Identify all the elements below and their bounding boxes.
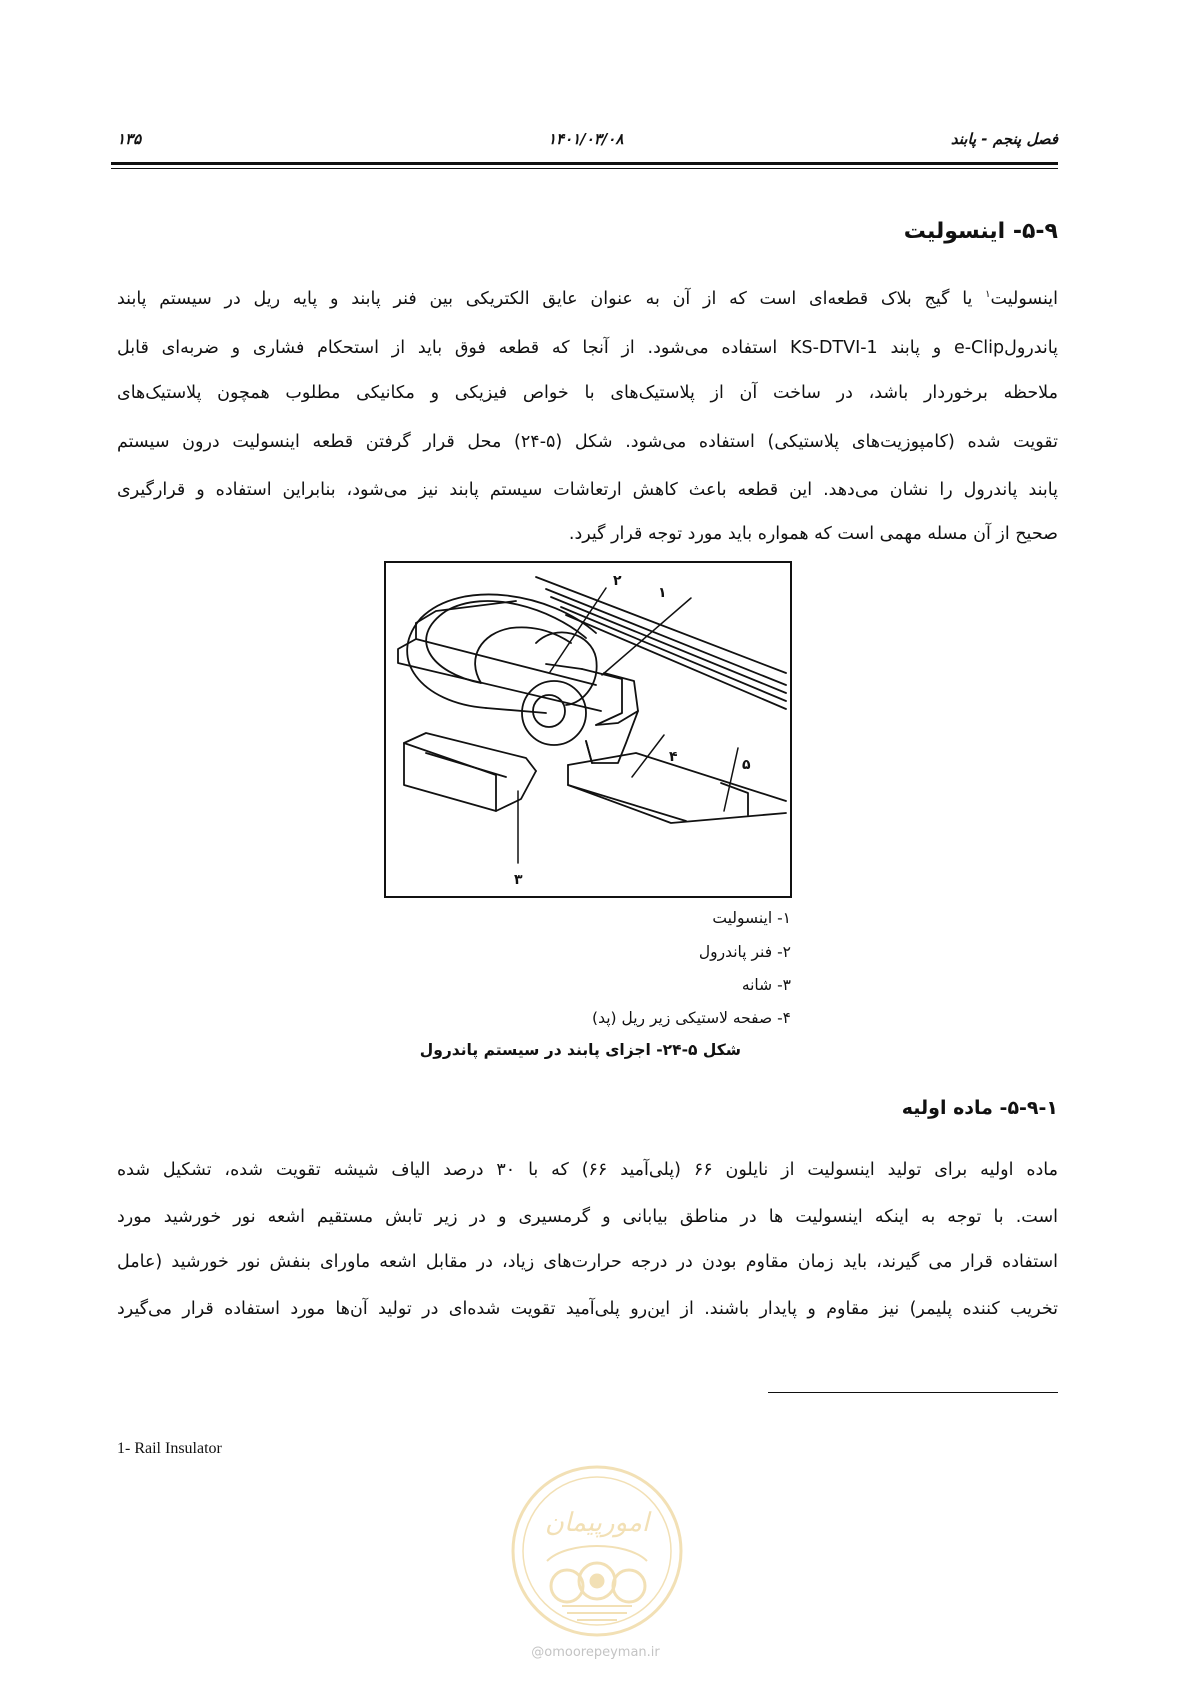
- figure-legend-item: ۱- اینسولیت: [712, 909, 791, 927]
- paragraph-line: پابند پاندرول را نشان می‌دهد. این قطعه باعث کاهش ارتعاشات سیستم پابند نیز می‌شود، بنابراین استفاده و قرارگیری: [117, 480, 1058, 500]
- figure-legend-item: ۴- صفحه لاستیکی زیر ریل (پد): [592, 1009, 791, 1027]
- running-header-date: ۱۴۰۱/۰۳/۰۸: [548, 130, 624, 148]
- figure-label-1: ۱: [658, 585, 667, 601]
- paragraph-line: ماده اولیه برای تولید اینسولیت از نایلون ۶۶ (پلی‌آمید ۶۶) که با ۳۰ درصد الیاف شیشه تقویت شده، تشکیل شده: [117, 1160, 1059, 1180]
- paragraph-line: [117, 282, 1058, 308]
- page-number: ۱۳۵: [117, 130, 142, 148]
- figure-label-5: ۵: [742, 757, 751, 773]
- paragraph-line: پاندرولe-Clip و پابند KS-DTVI-1 استفاده می‌شود. از آنجا که قطعه فوق باید از استحکام فشاری و ضربه‌ای قابل: [117, 338, 1058, 358]
- watermark-url: @omoorepeyman.ir: [531, 1645, 660, 1660]
- header-rule-thick: [111, 162, 1058, 165]
- gear-icon: [551, 1563, 645, 1602]
- figure-label-4: ۴: [669, 749, 678, 765]
- figure-label-3: ۳: [514, 872, 523, 888]
- pandrol-clip: [407, 594, 622, 745]
- figure-pandrol-fastening: [384, 561, 792, 898]
- paragraph-line: تقویت شده (کامپوزیت‌های پلاستیکی) استفاده می‌شود. شکل (۵-۲۴) محل قرار گرفتن قطعه اینسولیت درون سیستم: [117, 432, 1058, 452]
- footnote-rule: [768, 1392, 1058, 1393]
- watermark-logo: [507, 1461, 687, 1641]
- running-header-chapter: فصل پنجم - پابند: [950, 130, 1058, 148]
- figure-label-2: ۲: [613, 573, 622, 589]
- paragraph-line: صحیح از آن مسله مهمی است که همواره باید مورد توجه قرار گیرد.: [568, 524, 1058, 544]
- fastening-diagram: [386, 563, 790, 896]
- inline-term: اینسولیت: [990, 288, 1058, 309]
- section-title: ۵-۹- اینسولیت: [903, 219, 1058, 244]
- lower-shoulder: [404, 733, 536, 811]
- paragraph-line: است. با توجه به اینکه اینسولیت ها در مناطق بیابانی و گرمسیری و در زیر تابش مستقیم اشعه نور خورشید مورد: [117, 1207, 1058, 1227]
- watermark-logo-text: امورپیمان: [544, 1508, 650, 1538]
- footnote: 1- Rail Insulator: [117, 1440, 222, 1457]
- paragraph-line: ملاحظه برخوردار باشد، در ساخت آن از پلاستیک‌های با خواص فیزیکی و مکانیکی مطلوب همچون پلاستیک‌های: [117, 383, 1058, 403]
- header-rule-thin: [111, 168, 1058, 169]
- figure-legend-item: ۲- فنر پاندرول: [698, 943, 791, 961]
- paragraph-text: یا گیج بلاک قطعه‌ای است که از آن به عنوان عایق الکتریکی بین فنر پابند و پایه ریل در سیستم پابند: [117, 288, 973, 309]
- subsection-title: ۵-۹-۱- ماده اولیه: [901, 1097, 1058, 1119]
- paragraph-line: تخریب کننده پلیمر) نیز مقاوم و پایدار باشند. از این‌رو پلی‌آمید تقویت شده‌ای در تولید آن‌ها مورد استفاده قرار می‌گیرد: [117, 1299, 1058, 1319]
- footnote-marker: ۱: [985, 289, 991, 300]
- figure-legend-item: ۳- شانه: [741, 976, 791, 994]
- figure-caption: شکل ۵-۲۴- اجزای پابند در سیستم پاندرول: [419, 1041, 741, 1059]
- paragraph-line: استفاده قرار می گیرند، باید زمان مقاوم بودن در درجه حرارت‌های زیاد، در مقابل اشعه ماورای بنفش نور خورشید (عامل: [117, 1252, 1058, 1272]
